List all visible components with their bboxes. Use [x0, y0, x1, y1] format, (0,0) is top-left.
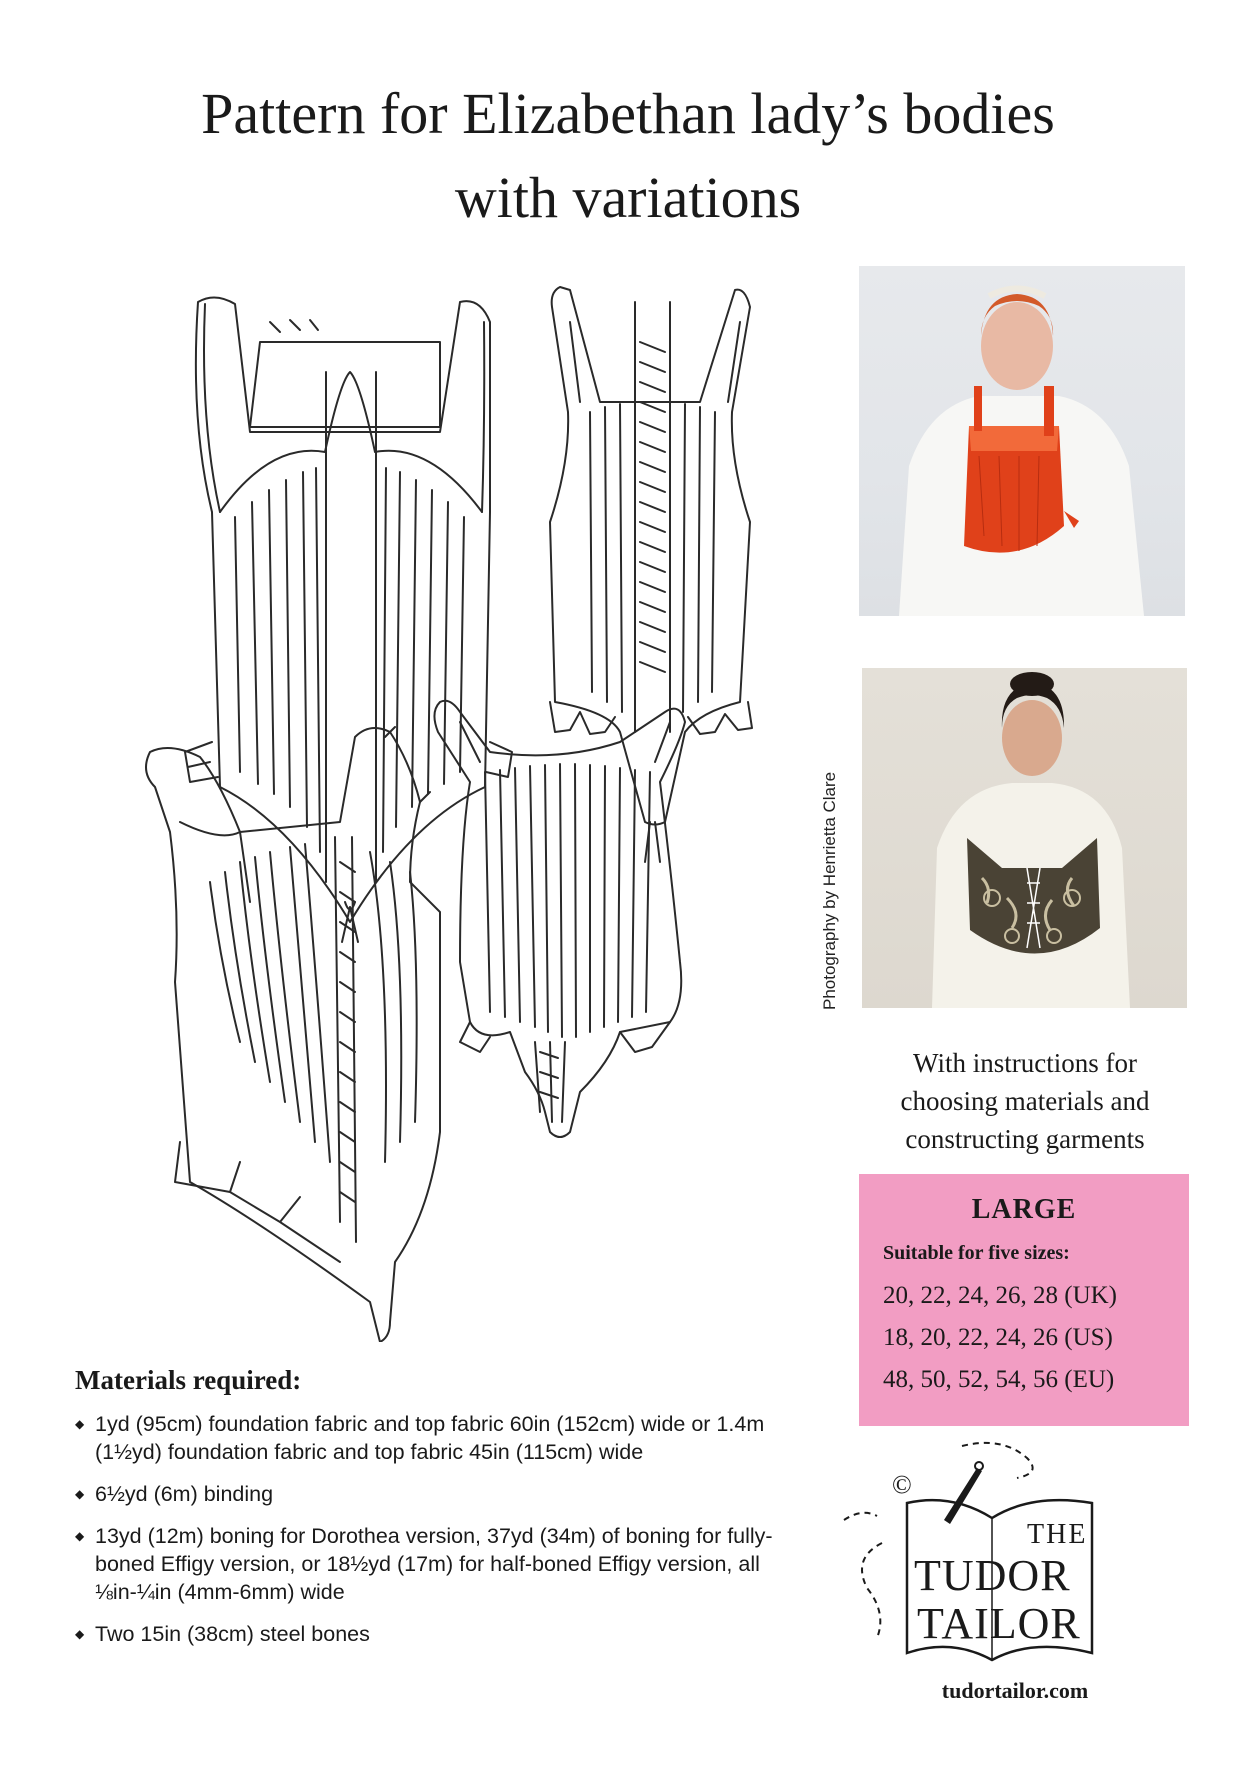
list-item: ◆ 6½yd (6m) binding: [75, 1482, 274, 1506]
size-uk: 20, 22, 24, 26, 28 (UK): [883, 1282, 1118, 1309]
photo-credit: Photography by Henrietta Clare: [820, 771, 839, 1010]
title-line-1: Pattern for Elizabethan lady’s bodies: [201, 81, 1055, 146]
size-eu: 48, 50, 52, 54, 56 (EU): [883, 1366, 1115, 1393]
diamond-bullet-icon: ◆: [75, 1627, 85, 1641]
materials-heading: Materials required:: [75, 1365, 302, 1395]
bodice-back-sketch: [550, 287, 752, 862]
tudor-tailor-logo: [842, 1438, 1132, 1673]
logo-the: THE: [1027, 1519, 1088, 1550]
diamond-bullet-icon: ◆: [75, 1529, 85, 1543]
bodice-side-back-sketch: [434, 701, 685, 1137]
list-item: ◆ Two 15in (38cm) steel bones: [75, 1622, 370, 1646]
instructions-line-2: choosing materials and: [900, 1086, 1150, 1116]
size-box: [859, 1174, 1189, 1426]
page-title: [0, 72, 1256, 240]
copyright-symbol: ©: [892, 1470, 912, 1499]
diamond-bullet-icon: ◆: [75, 1487, 85, 1501]
logo-tudor: TUDOR: [914, 1551, 1071, 1600]
instructions-text: [850, 1044, 1200, 1158]
size-us: 18, 20, 22, 24, 26 (US): [883, 1324, 1113, 1351]
title-line-2: with variations: [454, 165, 802, 230]
size-label: LARGE: [971, 1194, 1077, 1225]
website-url: tudortailor.com: [941, 1678, 1089, 1703]
woman-in-brocade-bodies-photo: [862, 668, 1187, 1008]
bodice-illustrations: [140, 262, 840, 1342]
woman-in-red-bodies-photo: [859, 266, 1185, 616]
logo-tailor: TAILOR: [917, 1599, 1081, 1648]
diamond-bullet-icon: ◆: [75, 1417, 85, 1431]
instructions-line-3: constructing garments: [905, 1124, 1145, 1154]
materials-list: [75, 1410, 775, 1662]
list-item: ◆ 13yd (12m) boning for Dorothea version, 37yd (34m) of boning for fully-boned Effigy version, or 18½yd (17m) for half-boned Effigy version, all ⅛in-¼in (4mm-6mm) wide: [75, 1524, 773, 1604]
size-subtitle: Suitable for five sizes:: [883, 1242, 1070, 1264]
instructions-line-1: With instructions for: [913, 1048, 1137, 1078]
list-item: ◆ 1yd (95cm) foundation fabric and top fabric 60in (152cm) wide or 1.4m (1½yd) foundation fabric and top fabric 45in (115cm) wide: [75, 1412, 765, 1464]
